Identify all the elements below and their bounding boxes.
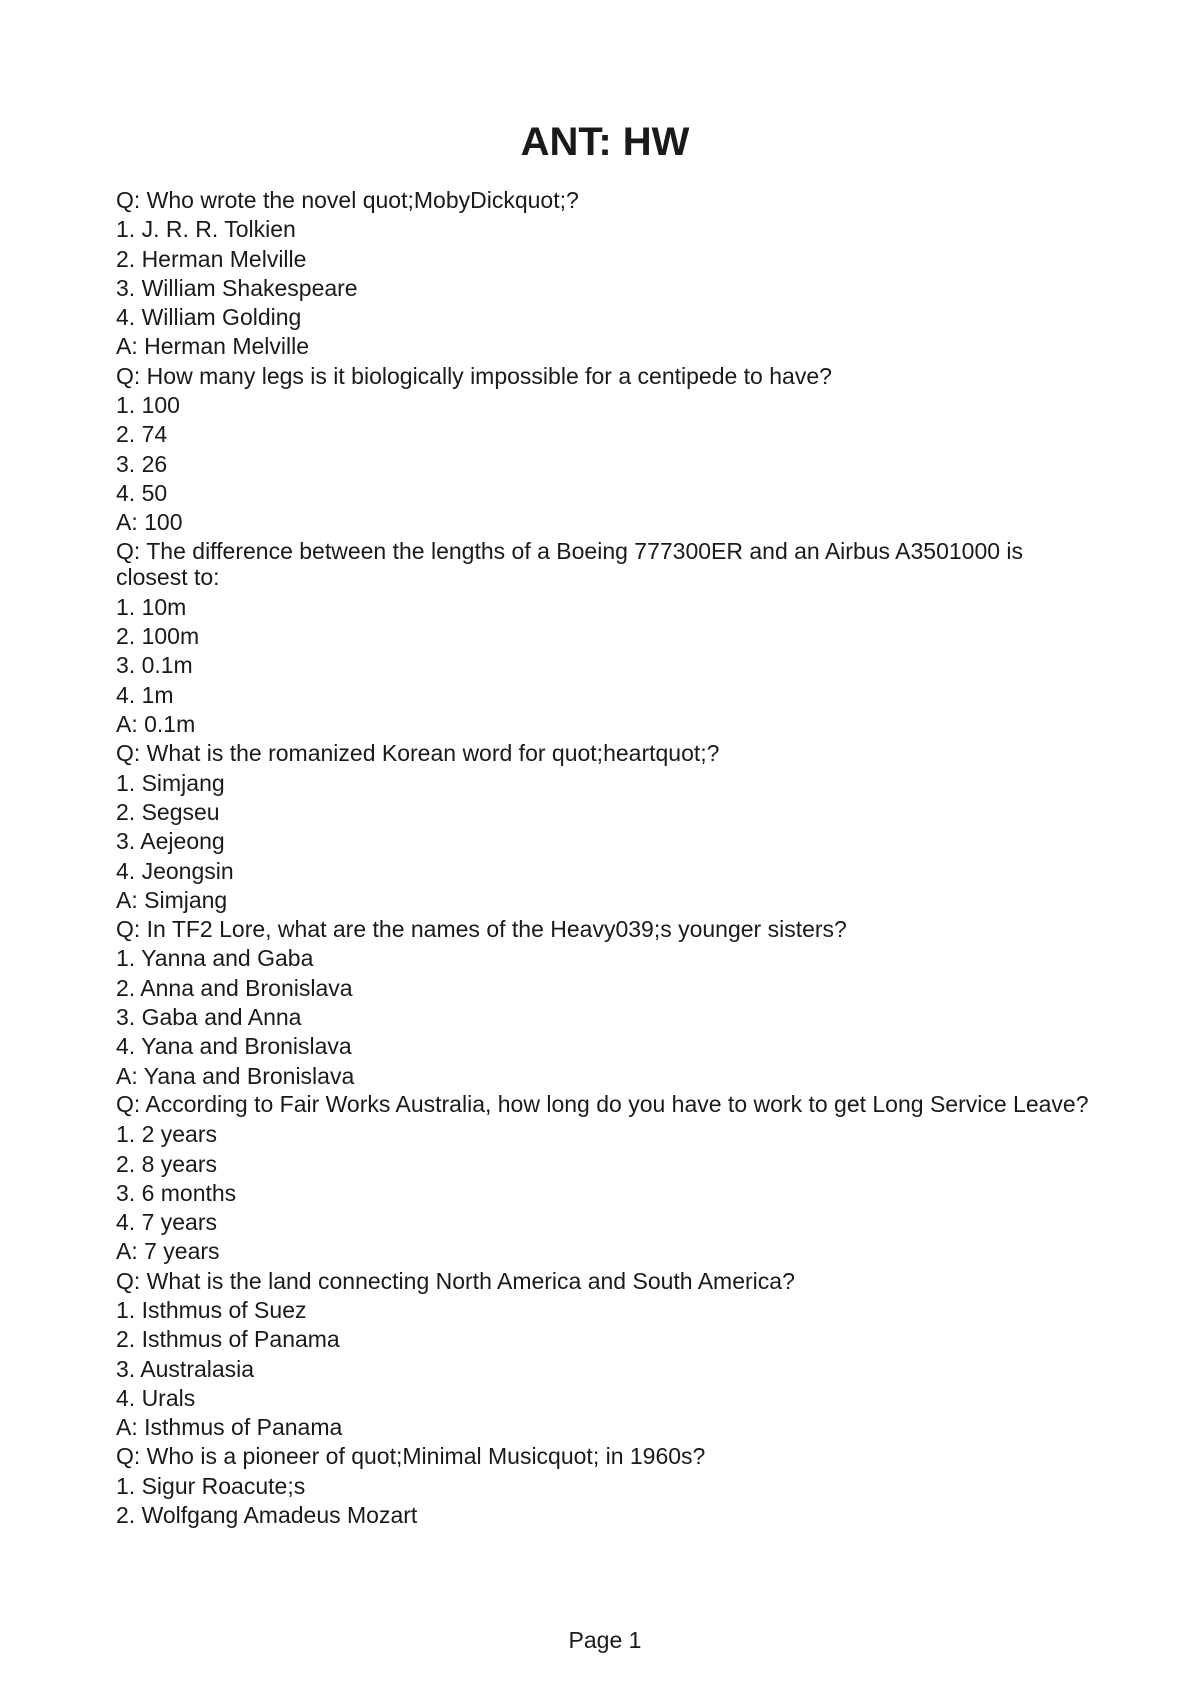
answer-option: 3. 0.1m	[116, 652, 193, 679]
correct-answer: A: Herman Melville	[116, 333, 309, 360]
answer-option: 1. J. R. R. Tolkien	[116, 216, 296, 243]
correct-answer: A: Isthmus of Panama	[116, 1414, 343, 1441]
answer-option: 4. Jeongsin	[116, 857, 234, 884]
answer-option: 1. 100	[116, 392, 180, 419]
answer-option: 4. 1m	[116, 681, 174, 708]
answer-option: 3. Gaba and Anna	[116, 1004, 302, 1031]
answer-option: 2. 74	[116, 421, 168, 448]
correct-answer: A: 7 years	[116, 1238, 220, 1265]
question-text: Q: Who is a pioneer of quot;Minimal Musicquot; in 1960s?	[116, 1443, 706, 1470]
answer-option: 2. Anna and Bronislava	[116, 974, 353, 1001]
question-text: Q: According to Fair Works Australia, how long do you have to work to get Long Service Leave?	[116, 1090, 1089, 1117]
answer-option: 1. Yanna and Gaba	[116, 945, 314, 972]
answer-option: 3. 6 months	[116, 1179, 237, 1206]
answer-option: 2. Segseu	[116, 798, 220, 825]
answer-option: 2. Herman Melville	[116, 245, 307, 272]
page-title: ANT: HW	[520, 120, 690, 164]
answer-option: 1. 2 years	[116, 1121, 217, 1148]
question-text: Q: How many legs is it biologically impossible for a centipede to have?	[116, 362, 832, 389]
answer-option: 3. William Shakespeare	[116, 274, 358, 301]
answer-option: 3. Australasia	[116, 1355, 255, 1382]
answer-option: 4. 7 years	[116, 1209, 217, 1236]
answer-option: 4. Yana and Bronislava	[116, 1033, 352, 1060]
answer-option: 3. 26	[116, 450, 168, 477]
correct-answer: A: 0.1m	[116, 711, 196, 738]
page-number: Page 1	[568, 1627, 642, 1653]
answer-option: 2. 8 years	[116, 1150, 217, 1177]
question-text: Q: In TF2 Lore, what are the names of the Heavy039;s younger sisters?	[116, 916, 847, 943]
answer-option: 4. Urals	[116, 1384, 196, 1411]
question-text: Q: What is the romanized Korean word for quot;heartquot;?	[116, 740, 720, 767]
answer-option: 1. Isthmus of Suez	[116, 1296, 307, 1323]
answer-option: 4. William Golding	[116, 304, 302, 331]
answer-option: 2. Isthmus of Panama	[116, 1326, 340, 1353]
answer-option: 2. 100m	[116, 623, 200, 650]
quiz-content	[116, 186, 1096, 1530]
correct-answer: A: 100	[116, 509, 183, 536]
answer-option: 1. 10m	[116, 593, 187, 620]
answer-option: 2. Wolfgang Amadeus Mozart	[116, 1502, 418, 1529]
question-text: Q: The difference between the lengths of a Boeing 777300ER and an Airbus A3501000 is closest to:	[116, 537, 1024, 590]
correct-answer: A: Simjang	[116, 886, 228, 913]
answer-option: 1. Sigur Roacute;s	[116, 1472, 306, 1499]
question-text: Q: Who wrote the novel quot;MobyDickquot;?	[116, 187, 579, 213]
answer-option: 4. 50	[116, 479, 168, 506]
answer-option: 1. Simjang	[116, 769, 225, 796]
question-text: Q: What is the land connecting North America and South America?	[116, 1267, 795, 1294]
answer-option: 3. Aejeong	[116, 828, 225, 855]
correct-answer: A: Yana and Bronislava	[116, 1062, 355, 1089]
